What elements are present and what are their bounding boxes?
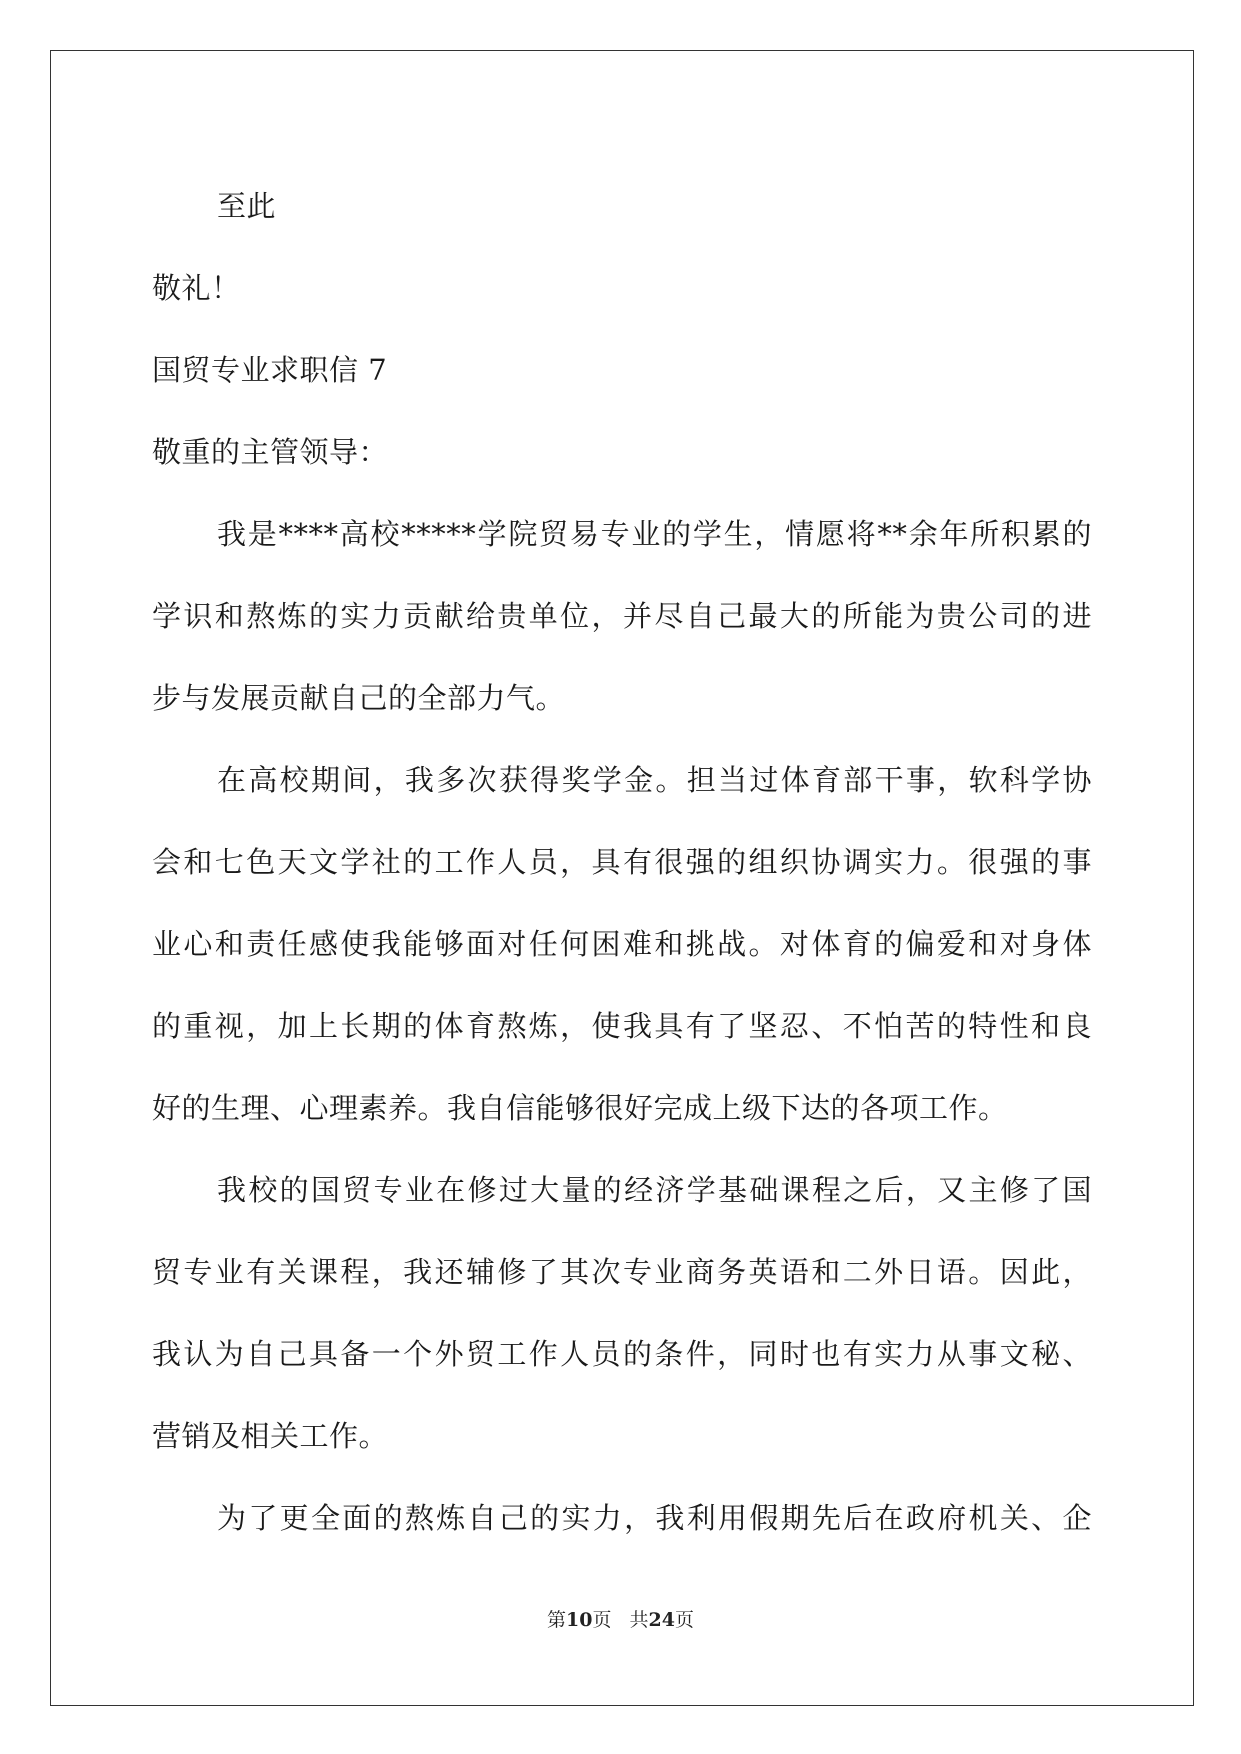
paragraph-1-line-3: 步与发展贡献自己的全部力气。 xyxy=(152,681,566,715)
paragraph-3-line-4: 营销及相关工作。 xyxy=(152,1419,389,1453)
paragraph-3-line-2: 贸专业有关课程，我还辅修了其次专业商务英语和二外日语。因此， xyxy=(152,1255,1092,1289)
total-suffix: 页 xyxy=(674,1609,694,1631)
total-page-number: 24 xyxy=(648,1609,675,1631)
page-prefix: 第 xyxy=(547,1609,567,1631)
current-page-number: 10 xyxy=(566,1609,593,1631)
section-heading: 国贸专业求职信 7 xyxy=(152,353,388,387)
page-suffix: 页 xyxy=(592,1609,612,1631)
paragraph-1-line-2: 学识和熬炼的实力贡献给贵单位，并尽自己最大的所能为贵公司的进 xyxy=(152,599,1092,633)
paragraph-2-line-4: 的重视，加上长期的体育熬炼，使我具有了坚忍、不怕苦的特性和良 xyxy=(152,1009,1092,1043)
paragraph-2-line-1: 在高校期间，我多次获得奖学金。担当过体育部干事，软科学协 xyxy=(217,763,1092,797)
total-prefix: 共 xyxy=(629,1609,649,1631)
salutation-closing: 敬礼！ xyxy=(152,271,241,305)
paragraph-2-line-3: 业心和责任感使我能够面对任何困难和挑战。对体育的偏爱和对身体 xyxy=(152,927,1092,961)
paragraph-1-line-1: 我是****高校*****学院贸易专业的学生，情愿将**余年所积累的 xyxy=(217,517,1092,551)
paragraph-2-line-2: 会和七色天文学社的工作人员，具有很强的组织协调实力。很强的事 xyxy=(152,845,1092,879)
paragraph-3-line-1: 我校的国贸专业在修过大量的经济学基础课程之后，又主修了国 xyxy=(217,1173,1092,1207)
closing-phrase: 至此 xyxy=(217,189,277,223)
paragraph-3-line-3: 我认为自己具备一个外贸工作人员的条件，同时也有实力从事文秘、 xyxy=(152,1337,1092,1371)
letter-greeting: 敬重的主管领导： xyxy=(152,435,389,469)
document-body xyxy=(152,165,1092,1559)
page-number-footer xyxy=(0,1605,1241,1632)
paragraph-4-line-1: 为了更全面的熬炼自己的实力，我利用假期先后在政府机关、企 xyxy=(217,1501,1092,1535)
paragraph-2-line-5: 好的生理、心理素养。我自信能够很好完成上级下达的各项工作。 xyxy=(152,1091,1008,1125)
